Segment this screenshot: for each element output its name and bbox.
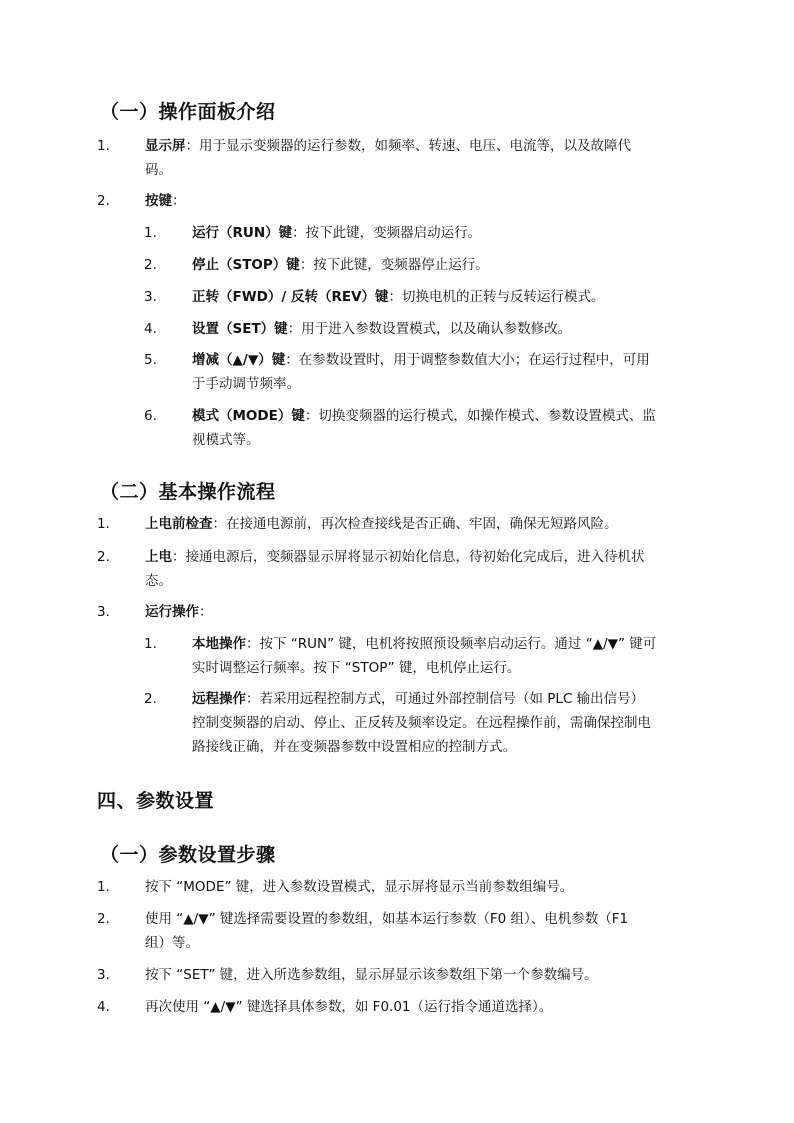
item-text-cont: 码。 [145,162,172,178]
item-text: ：切换变频器的运行模式，如操作模式、参数设置模式、监 [304,408,656,424]
list-number: 4. [144,321,157,337]
item-label: 模式（MODE）键 [192,408,305,424]
item-text: 按下 “MODE” 键，进入参数设置模式，显示屏将显示当前参数组编号。 [145,879,574,895]
list-number: 2. [97,549,110,565]
item-text: ：切换电机的正转与反转运行模式。 [388,289,605,305]
item-label: 按键 [145,193,172,209]
list-number: 5. [144,352,157,368]
item-label: 上电前检查 [145,516,213,532]
item-label: 远程操作 [192,691,246,707]
item-text-cont: 态。 [145,573,172,589]
item-text: ：若采用远程控制方式，可通过外部控制信号（如 PLC 输出信号） [246,691,645,707]
item-label: 上电 [145,549,172,565]
list-number: 2. [144,257,157,273]
item-label: 停止（STOP）键 [192,257,300,273]
list-number: 6. [144,408,157,424]
section-title-panel-intro: （一）操作面板介绍 [100,101,276,123]
item-text: ：按下此键，变频器停止运行。 [299,257,489,273]
list-number: 2. [97,193,110,209]
item-text-cont: 路接线正确，并在变频器参数中设置相应的控制方式。 [192,739,516,755]
list-number: 4. [97,999,110,1015]
item-label: 显示屏 [145,138,186,154]
list-number: 1. [97,516,110,532]
item-label: 本地操作 [192,636,246,652]
item-label: 运行操作 [145,604,199,620]
item-label: 设置（SET）键 [192,321,288,337]
item-text: 再次使用 “▲/▼” 键选择具体参数，如 F0.01（运行指令通道选择）。 [145,999,553,1015]
item-text-cont: 视模式等。 [192,432,260,448]
item-text-cont: 组）等。 [145,935,199,951]
item-text: ：按下此键，变频器启动运行。 [292,225,482,241]
item-text: ：用于显示变频器的运行参数，如频率、转速、电压、电流等，以及故障代 [185,138,631,154]
item-text-cont: 控制变频器的启动、停止、正反转及频率设定。在远程操作前，需确保控制电 [192,715,651,731]
item-text: ：在接通电源前，再次检查接线是否正确、牢固，确保无短路风险。 [212,516,618,532]
item-text-cont: 实时调整运行频率。按下 “STOP” 键，电机停止运行。 [192,660,521,676]
item-text: 按下 “SET” 键，进入所选参数组，显示屏显示该参数组下第一个参数编号。 [145,967,598,983]
item-text: ： [172,193,186,209]
item-label: 正转（FWD）/ 反转（REV）键 [192,289,389,305]
item-text: ：按下 “RUN” 键，电机将按照预设频率启动运行。通过 “▲/▼” 键可 [246,636,657,652]
item-label: 运行（RUN）键 [192,225,293,241]
list-number: 2. [144,691,157,707]
list-number: 1. [144,636,157,652]
list-number: 3. [97,604,110,620]
item-text-cont: 于手动调节频率。 [192,376,300,392]
list-number: 1. [97,879,110,895]
item-text: 使用 “▲/▼” 键选择需要设置的参数组，如基本运行参数（F0 组）、电机参数（F1 [145,911,629,927]
list-number: 3. [97,967,110,983]
item-text: ： [199,604,213,620]
item-text: ：接通电源后，变频器显示屏将显示初始化信息，待初始化完成后，进入待机状 [172,549,645,565]
list-number: 3. [144,289,157,305]
section-title-basic-flow: （二）基本操作流程 [100,481,276,503]
item-text: ：在参数设置时，用于调整参数值大小；在运行过程中，可用 [285,352,650,368]
item-text: ：用于进入参数设置模式，以及确认参数修改。 [287,321,572,337]
list-number: 1. [144,225,157,241]
section-title-parameter-steps: （一）参数设置步骤 [100,844,276,866]
item-label: 增减（▲/▼）键 [192,352,286,368]
chapter-title-parameter-settings: 四、参数设置 [97,790,215,812]
list-number: 1. [97,138,110,154]
list-number: 2. [97,911,110,927]
